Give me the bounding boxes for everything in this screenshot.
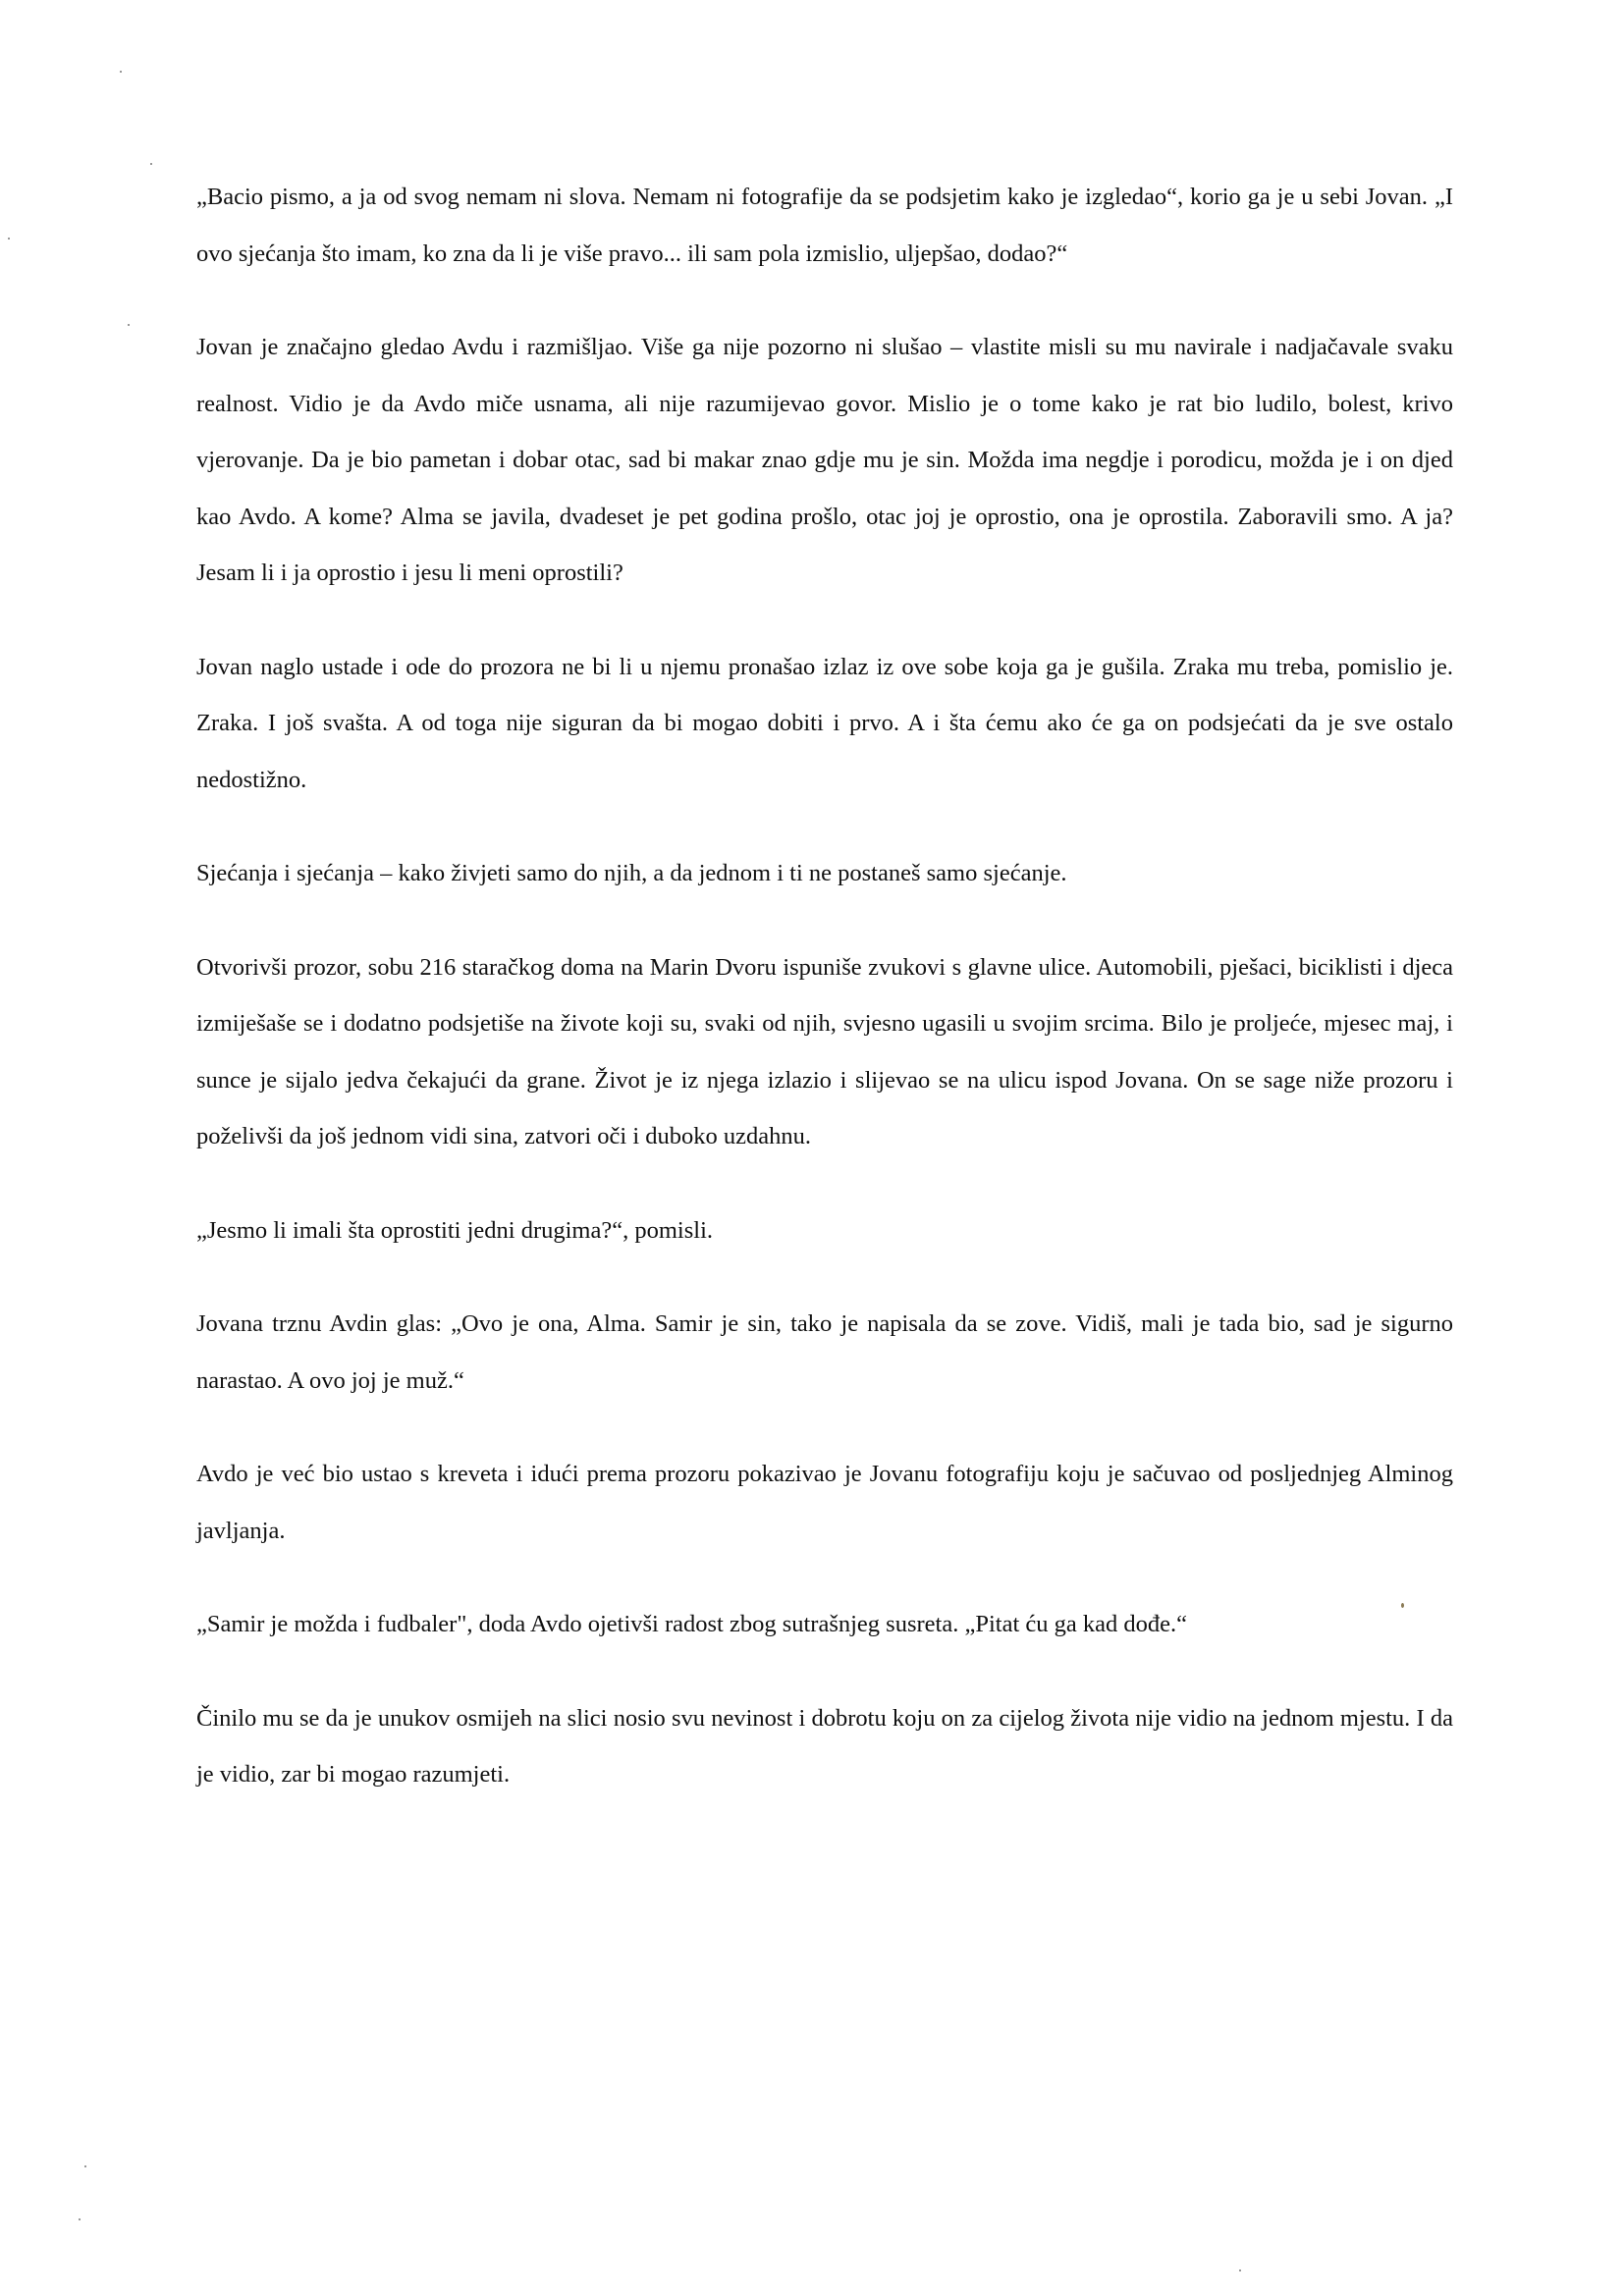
scan-speck — [1401, 1603, 1404, 1608]
scan-speck — [84, 2165, 86, 2167]
scan-speck — [79, 2218, 81, 2220]
paragraph-7: Jovana trznu Avdin glas: „Ovo je ona, Alma. Samir je sin, tako je napisala da se zove. Vidiš, mali je tada bio, sad je sigurno narastao. A ovo joj je muž.“ — [196, 1310, 1453, 1394]
paragraph-8: Avdo je već bio ustao s kreveta i idući prema prozoru pokazivao je Jovanu fotografiju koju je sačuvao od posljednjeg Alminog javljanja. — [196, 1461, 1453, 1544]
scan-speck — [8, 238, 10, 240]
document-page — [196, 169, 1453, 1841]
paragraph-10: Činilo mu se da je unukov osmijeh na slici nosio svu nevinost i dobrotu koju on za cijelog života nije vidio na jednom mjestu. I da je vidio, zar bi mogao razumjeti. — [196, 1704, 1453, 1788]
paragraph-3: Jovan naglo ustade i ode do prozora ne bi li u njemu pronašao izlaz iz ove sobe koja ga je gušila. Zraka mu treba, pomislio je. Zraka. I još svašta. A od toga nije siguran da bi mogao dobiti i prvo. A i šta ćemu ako će ga on podsjećati da je sve ostalo nedostižno. — [196, 653, 1453, 793]
paragraph-2: Jovan je značajno gledao Avdu i razmišljao. Više ga nije pozorno ni slušao – vlastite misli su mu navirale i nadjačavale svaku realnost. Vidio je da Avdo miče usnama, ali nije razumijevao govor. Mislio je o tome kako je rat bio ludilo, bolest, krivo vjerovanje. Da je bio pametan i dobar otac, sad bi makar znao gdje mu je sin. Možda ima negdje i porodicu, možda je i on djed kao Avdo. A kome? Alma se javila, dvadeset je pet godina prošlo, otac joj je oprostio, ona je oprostila. Zaboravili smo. A ja? Jesam li i ja oprostio i jesu li meni oprostili? — [196, 334, 1453, 586]
scan-speck — [150, 163, 152, 165]
paragraph-5: Otvorivši prozor, sobu 216 staračkog doma na Marin Dvoru ispuniše zvukovi s glavne ulice. Automobili, pješaci, biciklisti i djeca izmiješaše se i dodatno podsjetiše na živote koji su, svaki od njih, svjesno ugasili u svojim srcima. Bilo je proljeće, mjesec maj, i sunce je sijalo jedva čekajući da grane. Život je iz njega izlazio i slijevao se na ulicu ispod Jovana. On se sage niže prozoru i poželivši da još jednom vidi sina, zatvori oči i duboko uzdahnu. — [196, 953, 1453, 1149]
paragraph-9: „Samir je možda i fudbaler", doda Avdo ojetivši radost zbog sutrašnjeg susreta. „Pitat ću ga kad dođe.“ — [196, 1611, 1188, 1637]
paragraph-6: „Jesmo li imali šta oprostiti jedni drugima?“, pomisli. — [196, 1216, 713, 1244]
paragraph-4: Sjećanja i sjećanja – kako živjeti samo do njih, a da jednom i ti ne postaneš samo sjećanje. — [196, 860, 1067, 886]
scan-speck — [120, 71, 122, 73]
scan-speck — [128, 324, 130, 326]
scan-speck — [1239, 2269, 1241, 2271]
paragraph-1: „Bacio pismo, a ja od svog nemam ni slova. Nemam ni fotografije da se podsjetim kako je izgledao“, korio ga je u sebi Jovan. „I ovo sjećanja što imam, ko zna da li je više pravo... ili sam pola izmislio, uljepšao, dodao?“ — [196, 184, 1453, 267]
